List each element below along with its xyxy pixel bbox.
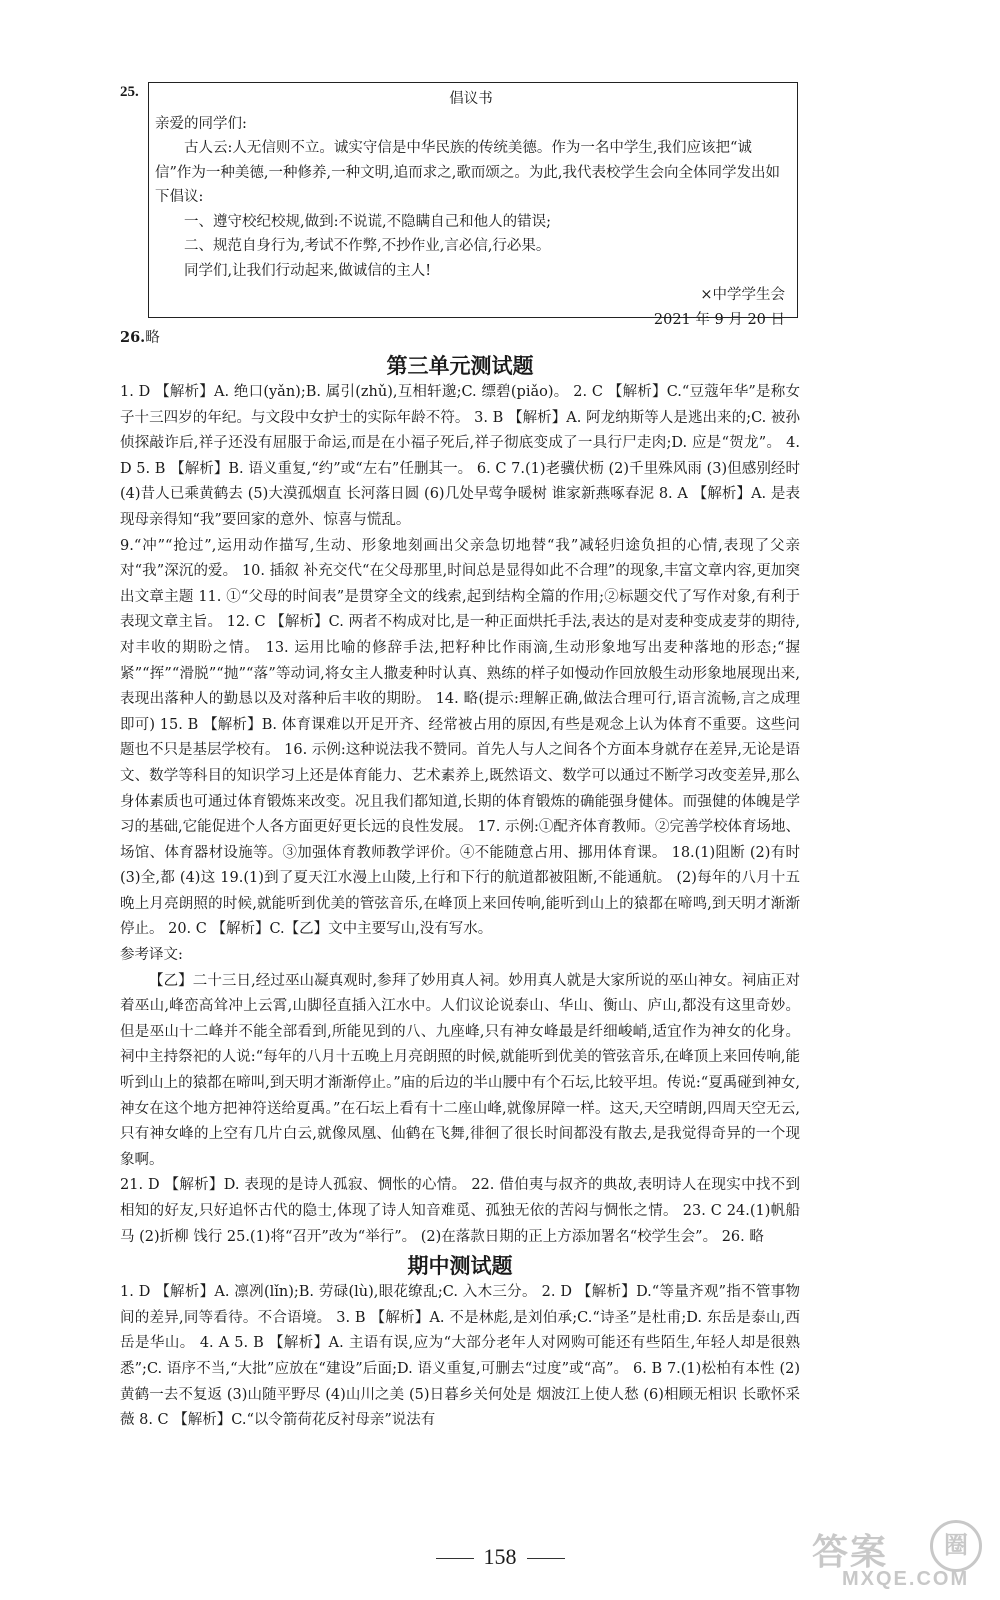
- question-number: 25.: [120, 84, 139, 100]
- question-25: [120, 78, 800, 326]
- question-number: 26.: [120, 329, 146, 346]
- letter-signature: ×中学学生会: [700, 287, 785, 303]
- letter-closing: 同学们,让我们行动起来,做诚信的主人!: [184, 262, 432, 279]
- answer-text: 略: [145, 330, 160, 346]
- page-content: [120, 78, 800, 1434]
- watermark-url: MXQE.COM: [842, 1568, 970, 1590]
- answer-paragraph: 1. D 【解析】A. 绝⼝(yǎn);B. 属引(zhǔ),互相轩邈;C. 缥碧(piǎo)。 2. C 【解析】C.“豆蔻年华”是称女子十三四岁的年纪。与文段中女护士的实际年龄不符。 3. B 【解析】A. 阿龙纳斯等人是逃出来的;C. 被孙侦探敲诈后,祥子还没有屈服于命运,而是在小福子死后,祥子彻底变成了一具行尸走肉;D. 应是“贺龙”。 4. D 5. B 【解析】B. 语义重复,“约”或“左右”任删其一。 6. C 7.(1)老骥伏枥 (2)千里殊风雨 (3)但感别经时 (4)昔人已乘黄鹤去 (5)大漠孤烟直 长河落日圆 (6)几处早莺争暖树 谁家新燕啄春泥 8. A 【解析】A. 是表现母亲得知“我”要回家的意外、惊喜与慌乱。: [120, 384, 800, 528]
- reference-translation: 【乙】二十三日,经过巫山凝真观时,参拜了妙用真人祠。妙用真人就是大家所说的巫山神女。祠庙正对着巫山,峰峦高耸冲上云霄,山脚径直插入江水中。人们议论说泰山、华山、衡山、庐山,都没有这里奇妙。但是巫山十二峰并不能全部看到,所能见到的八、九座峰,只有神女峰最是纤细峻峭,适宜作为神女的化身。祠中主持祭祀的人说:“每年的八月十五晚上月亮朗照的时候,就能听到优美的管弦音乐,在峰顶上来回传响,能听到山上的猿都在啼叫,到天明才渐渐停止。”庙的后边的半山腰中有个石坛,比较平坦。传说:“夏禹碰到神女,神女在这个地方把神符送给夏禹。”在石坛上看有十二座山峰,就像屏障一样。这天,天空晴朗,四周天空无云,只有神女峰的上空有几片白云,就像凤凰、仙鹤在飞舞,徘徊了很长时间都没有散去,是我觉得奇异的一个现象啊。: [120, 972, 800, 1168]
- reference-label: 参考译文:: [120, 947, 183, 964]
- page-number: 158: [483, 1544, 517, 1569]
- letter-item-1: 一、遵守校纪校规,做到:不说谎,不隐瞒自己和他人的错误;: [184, 213, 551, 230]
- watermark-logo: [812, 1520, 982, 1590]
- letter-paragraph: 古人云:人无信则不立。诚实守信是中华民族的传统美德。作为一名中学生,我们应该把“诚信”作为一种美德,一种修养,一种文明,追而求之,歌而颂之。为此,我代表校学生会向全体同学发出如下倡议:: [155, 140, 780, 205]
- proposal-letter-box: [148, 82, 798, 328]
- letter-greeting: 亲爱的同学们:: [155, 115, 247, 132]
- section-title-unit3: 第三单元测试题: [386, 353, 534, 378]
- answer-paragraph: 1. D 【解析】A. 凛冽(lǐn);B. 劳碌(lù),眼花缭乱;C. 入木三分。 2. D 【解析】D.“等量齐观”指不管事物间的差异,同等看待。不合语境。 3. B 【解析】A. 不是林彪,是刘伯承;C.“诗圣”是杜甫;D. 东岳是泰山,西岳是华山。 4. A 5. B 【解析】A. 主语有误,应为“大部分老年人对网购可能还有些陌生,年轻人却是很熟悉”;C. 语序不当,“大批”应放在“建设”后面;D. 语义重复,可删去“过度”或“高”。 6. B 7.(1)松柏有本性 (2)黄鹤一去不复返 (3)山随平野尽 (4)山川之美 (5)日暮乡关何处是 烟波江上使人愁 (6)相顾无相识 长歌怀采薇 8. C 【解析】C.“以令箭荷花反衬母亲”说法有: [120, 1284, 800, 1429]
- watermark-badge: 圈: [930, 1520, 982, 1572]
- footer-rule: [436, 1558, 474, 1559]
- answer-paragraph: 21. D 【解析】D. 表现的是诗人孤寂、惆怅的心情。 22. 借伯夷与叔齐的典故,表明诗人在现实中找不到相知的好友,只好追怀古代的隐士,体现了诗人知音难觅、孤独无依的苦闷与惆怅之情。 23. C 24.(1)帆船 马 (2)折柳 饯行 25.(1)将“召开”改为“举行”。 (2)在落款日期的正上方添加署名“校学生会”。 26. 略: [120, 1177, 800, 1245]
- answer-paragraph: 9.“冲”“抢过”,运用动作描写,生动、形象地刻画出父亲急切地替“我”减轻归途负担的心情,表现了父亲对“我”深沉的爱。 10. 插叙 补充交代“在父母那里,时间总是显得如此不合理”的现象,丰富文章内容,更加突出文章主题 11. ①“父母的时间表”是贯穿全文的线索,起到结构全篇的作用;②标题交代了写作对象,有利于表现文章主旨。 12. C 【解析】C. 两者不构成对比,是一种正面烘托手法,表达的是对麦种变成麦芽的期待,对丰收的期盼之情。 13. 运用比喻的修辞手法,把籽种比作雨滴,生动形象地写出麦种落地的形态;“握紧”“挥”“滑脱”“抛”“落”等动词,将女主人撒麦种时认真、熟练的样子如慢动作回放般生动形象地展现出来,表现出落种人的勤恳以及对落种后丰收的期盼。 14. 略(提示:理解正确,做法合理可行,语言流畅,言之成理即可) 15. B 【解析】B. 体育课难以开足开齐、经常被占用的原因,有些是观念上认为体育不重要。这些问题也不只是基层学校有。 16. 示例:这种说法我不赞同。首先人与人之间各个方面本身就存在差异,无论是语文、数学等科目的知识学习上还是体育能力、艺术素养上,既然语文、数学可以通过不断学习改变差异,那么身体素质也可通过体育锻炼来改变。况且我们都知道,长期的体育锻炼的确能强身健体。而强健的体魄是学习的基础,它能促进个人各方面更好更长远的良性发展。 17. 示例:①配齐体育教师。②完善学校体育场地、场馆、体育器材设施等。③加强体育教师教学评价。④不能随意占用、挪用体育课。 18.(1)阻断 (2)有时 (3)全,都 (4)这 19.(1)到了夏天江水漫上山陵,上行和下行的航道都被阻断,不能通航。 (2)每年的八月十五晚上月亮朗照的时候,就能听到优美的管弦音乐,在峰顶上来回传响,能听到山上的猿都在啼鸣,到天明才渐渐停止。 20. C 【解析】C.【乙】文中主要写山,没有写水。: [120, 537, 800, 938]
- letter-item-2: 二、规范自身行为,考试不作弊,不抄作业,言必信,行必果。: [184, 238, 551, 254]
- letter-date: 2021 年 9 月 20 日: [653, 311, 785, 328]
- footer-rule: [527, 1558, 565, 1559]
- section-title-midterm: 期中测试题: [407, 1253, 513, 1279]
- letter-title: 倡议书: [449, 91, 493, 107]
- watermark-text: 答案: [812, 1531, 889, 1572]
